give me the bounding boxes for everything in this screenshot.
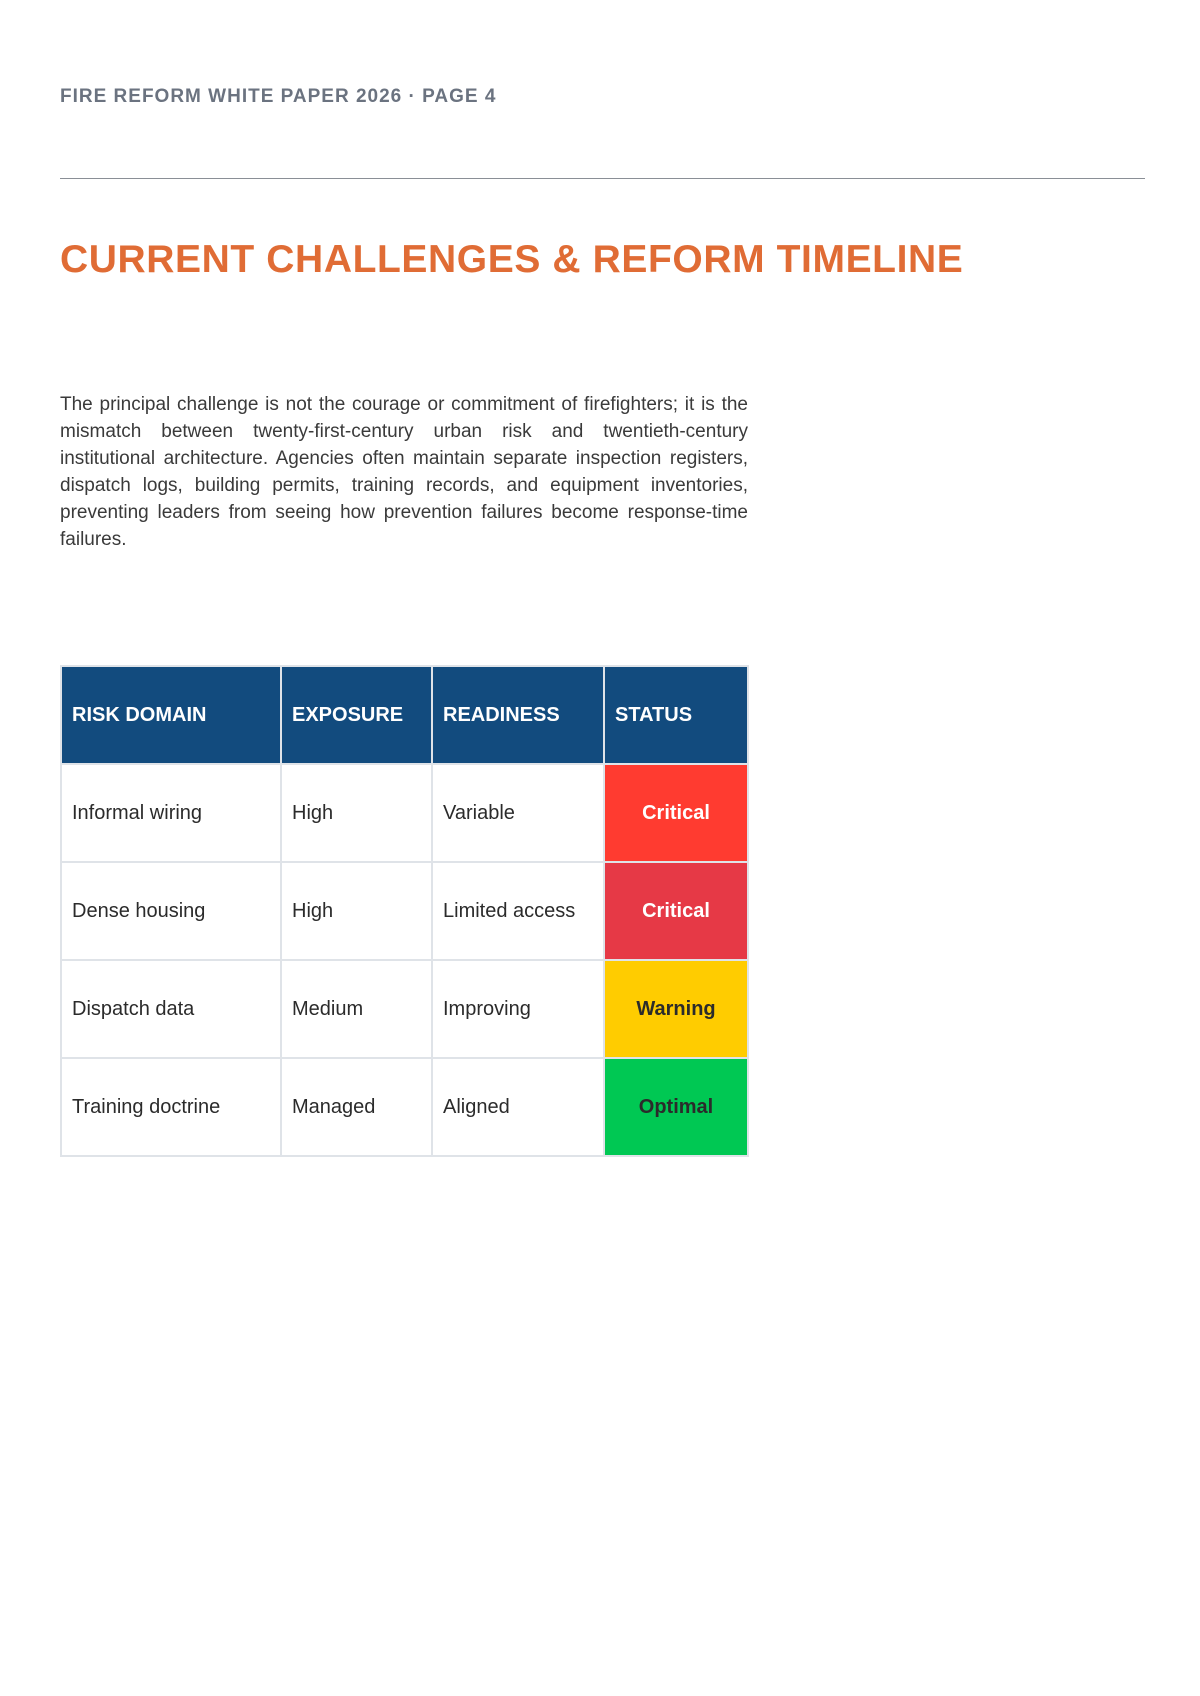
risk-domain-cell: Dense housing [61,862,281,960]
column-header-risk-domain: RISK DOMAIN [61,666,281,764]
table-header-row [61,666,748,764]
exposure-cell: Managed [281,1058,432,1156]
page-title: CURRENT CHALLENGES & REFORM TIMELINE [60,238,964,281]
readiness-cell: Variable [432,764,604,862]
table-row [61,764,748,862]
exposure-cell: High [281,862,432,960]
risk-table [60,665,749,1157]
header-divider [60,178,1145,179]
readiness-cell: Aligned [432,1058,604,1156]
risk-domain-cell: Dispatch data [61,960,281,1058]
status-badge: Critical [604,764,748,862]
table-row [61,1058,748,1156]
status-badge: Warning [604,960,748,1058]
table-row [61,862,748,960]
risk-domain-cell: Informal wiring [61,764,281,862]
readiness-cell: Limited access [432,862,604,960]
exposure-cell: Medium [281,960,432,1058]
table-row [61,960,748,1058]
running-header: FIRE REFORM WHITE PAPER 2026 · PAGE 4 [60,86,497,107]
readiness-cell: Improving [432,960,604,1058]
risk-domain-cell: Training doctrine [61,1058,281,1156]
body-paragraph: The principal challenge is not the courage or commitment of firefighters; it is the mismatch between twenty-first-century urban risk and twentieth-century institutional architecture. Agencies often maintain separate inspection registers, dispatch logs, building permits, training records, and equipment inventories, preventing leaders from seeing how prevention failures become response-time failures. [60,394,748,550]
column-header-status: STATUS [604,666,748,764]
status-badge: Critical [604,862,748,960]
status-badge: Optimal [604,1058,748,1156]
exposure-cell: High [281,764,432,862]
column-header-exposure: EXPOSURE [281,666,432,764]
column-header-readiness: READINESS [432,666,604,764]
